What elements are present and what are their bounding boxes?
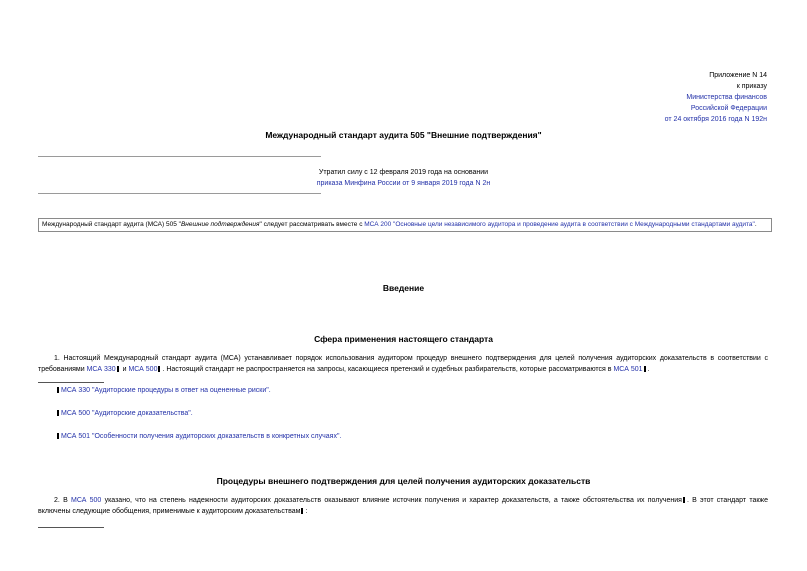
header-order: к приказу [736, 83, 767, 90]
section-scope-heading: Сфера применения настоящего стандарта [314, 334, 493, 344]
document-title: Международный стандарт аудита 505 "Внешние подтверждения" [265, 130, 542, 140]
note-italic: Внешние подтверждения [180, 221, 260, 228]
para1-text-c: . Настоящий стандарт не распространяется на запросы, касающиеся претензий и судебных разбирательств, которые рассматриваются в [162, 366, 614, 373]
para2-text-c: . В этот стандарт также включены следующие обобщения, применимые к аудиторским доказательствам [38, 497, 768, 515]
note-text-2: " следует рассматривать вместе с [259, 221, 365, 228]
note-box [38, 218, 772, 232]
footnote-2-link[interactable]: МСА 500 "Аудиторские доказательства". [61, 410, 193, 417]
para2-msa500-link[interactable]: МСА 500 [71, 497, 102, 504]
para1-msa501-link[interactable]: МСА 501 [613, 366, 643, 373]
footnote-3-marker [57, 433, 59, 439]
para1-text-a: 1. Настоящий Международный стандарт аудита (МСА) устанавливает порядок использования аудитором процедур внешнего подтверждения для целей получения аудиторских доказательств в соответствии с требованиями [38, 355, 768, 373]
footnote-marker-5[interactable] [301, 508, 303, 514]
section-intro-heading: Введение [382, 283, 425, 293]
footnote-3 [56, 432, 341, 442]
para2-text-a: 2. В [54, 497, 71, 504]
footnote-separator-1 [38, 382, 104, 383]
status-order-link[interactable]: приказа Минфина России от 9 января 2019 года N 2н [316, 180, 491, 187]
section-procedures-heading: Процедуры внешнего подтверждения для целей получения аудиторских доказательств [216, 476, 591, 486]
status-expired-text: Утратил силу с 12 февраля 2019 года на основании [318, 169, 489, 176]
footnote-1-marker [57, 387, 59, 393]
note-msa200-link[interactable]: МСА 200 "Основные цели независимого аудитора и проведение аудита в соответствии с Международными стандартами аудита" [364, 221, 755, 228]
header-federation-link[interactable]: Российской Федерации [690, 105, 767, 112]
para1-text-d: . [647, 366, 650, 373]
divider-bottom [38, 193, 321, 194]
para1-msa500-link[interactable]: МСА 500 [128, 366, 158, 373]
footnote-separator-2 [38, 527, 104, 528]
footnote-marker-1[interactable] [117, 366, 119, 372]
header-appendix: Приложение N 14 [709, 72, 767, 79]
note-text-1: Международный стандарт аудита (МСА) 505 " [42, 221, 181, 228]
para1-text-b: и [120, 366, 129, 373]
para2-text-b: указано, что на степень надежности аудиторских доказательств оказывают влияние источник получения и характер доказательств, а также обстоятельства их получения [101, 497, 682, 504]
paragraph-1 [38, 353, 768, 375]
footnote-marker-4[interactable] [683, 497, 685, 503]
para1-msa330-link[interactable]: МСА 330 [86, 366, 116, 373]
footnote-3-link[interactable]: МСА 501 "Особенности получения аудиторских доказательств в конкретных случаях". [61, 433, 342, 440]
footnote-2-marker [57, 410, 59, 416]
footnote-marker-2[interactable] [158, 366, 160, 372]
paragraph-2 [38, 495, 768, 517]
footnote-1-link[interactable]: МСА 330 "Аудиторские процедуры в ответ на оцененные риски". [61, 387, 271, 394]
footnote-2 [56, 409, 193, 419]
header-date-link[interactable]: от 24 октября 2016 года N 192н [664, 116, 767, 123]
note-end: . [754, 221, 757, 228]
divider-top [38, 156, 321, 157]
para2-text-d: : [305, 508, 308, 515]
header-ministry-link[interactable]: Министерства финансов [686, 94, 767, 101]
footnote-marker-3[interactable] [644, 366, 646, 372]
footnote-1 [56, 386, 271, 396]
document-header [665, 70, 767, 125]
